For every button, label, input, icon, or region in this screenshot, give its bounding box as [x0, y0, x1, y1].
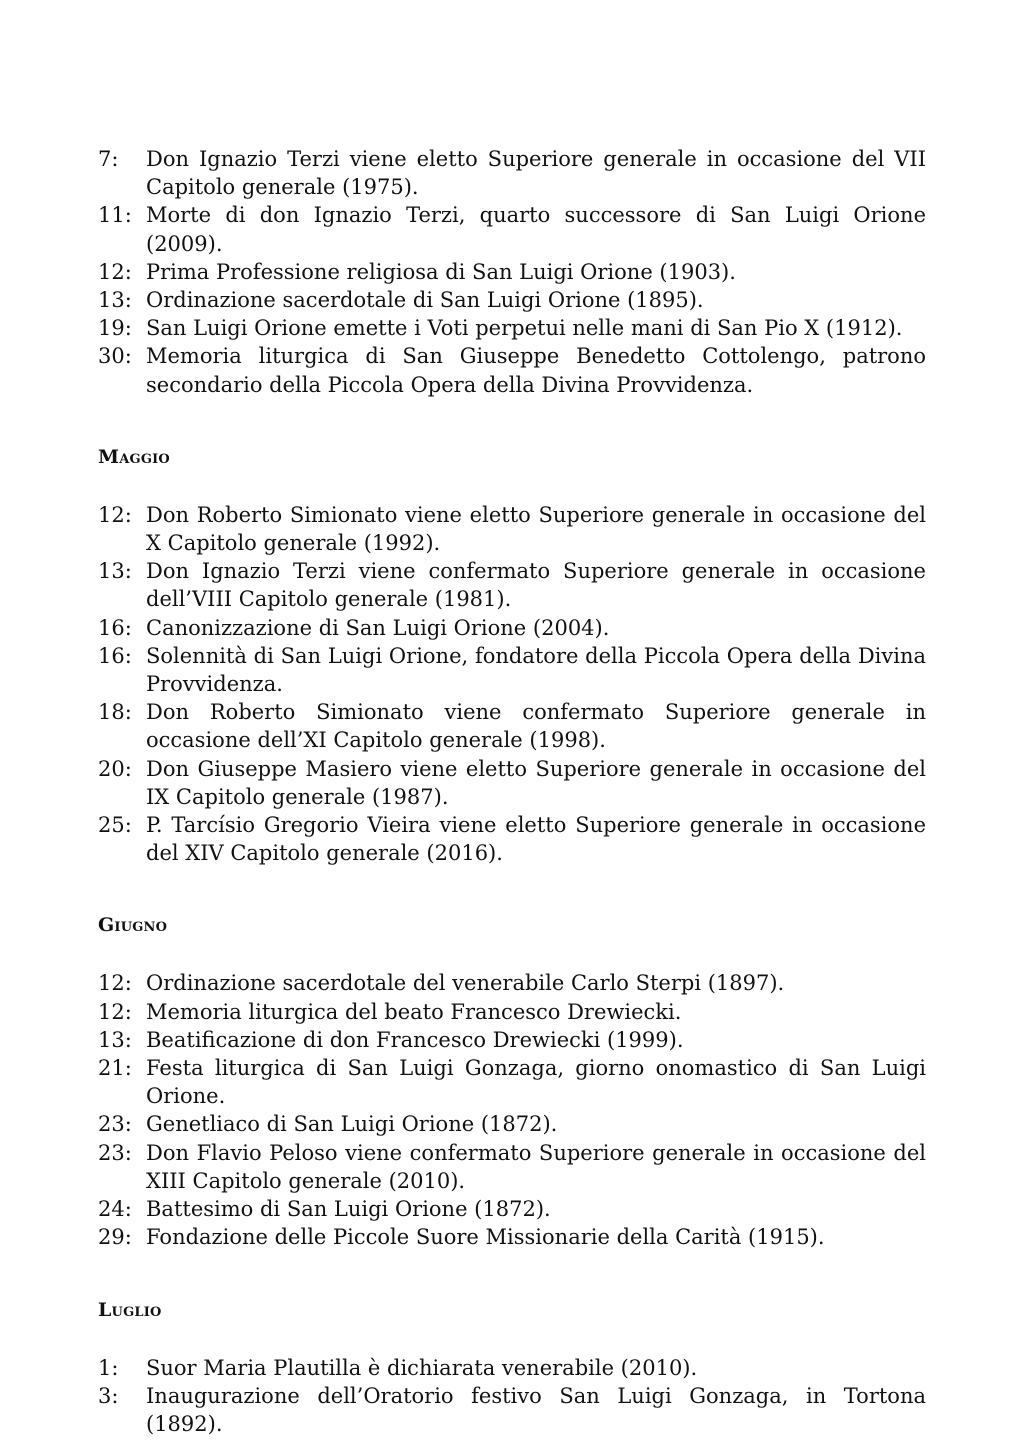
month-section: [98, 913, 926, 1251]
calendar-entry: [98, 998, 926, 1026]
calendar-entry: [98, 145, 926, 201]
calendar-entry: [98, 1223, 926, 1251]
month-heading: Luglio: [98, 1298, 162, 1321]
entry-day: 12:: [98, 502, 132, 527]
entry-day: 25:: [98, 813, 132, 838]
calendar-entry: [98, 614, 926, 642]
calendar-content: [98, 145, 926, 1438]
calendar-entry: [98, 286, 926, 314]
calendar-entry: [98, 642, 926, 698]
entry-text: Don Ignazio Terzi viene confermato Superiore generale in occasione dell’VIII Capitolo generale (1981).: [146, 559, 926, 612]
entry-day: 12:: [98, 259, 132, 284]
entry-day: 29:: [98, 1225, 132, 1250]
entry-text: Don Roberto Simionato viene eletto Superiore generale in occasione del X Capitolo generale (1992).: [146, 502, 926, 556]
entry-text: Morte di don Ignazio Terzi, quarto successore di San Luigi Orione (2009).: [146, 203, 926, 256]
calendar-entry: [98, 557, 926, 613]
entry-day: 13:: [98, 1027, 132, 1052]
entry-day: 21:: [98, 1056, 132, 1081]
month-heading: Maggio: [98, 445, 170, 468]
entry-day: 3:: [98, 1383, 119, 1408]
entry-text: Memoria liturgica di San Giuseppe Benedetto Cottolengo, patrono secondario della Piccola Opera della Divina Provvidenza.: [146, 344, 926, 397]
entry-day: 1:: [98, 1355, 119, 1380]
calendar-entry: [98, 1195, 926, 1223]
entry-text: Festa liturgica di San Luigi Gonzaga, giorno onomastico di San Luigi Orione.: [146, 1056, 926, 1109]
calendar-entry: [98, 1054, 926, 1110]
entry-day: 30:: [98, 344, 132, 369]
entry-text: Solennità di San Luigi Orione, fondatore della Piccola Opera della Divina Provvidenza.: [146, 643, 926, 697]
calendar-entry: [98, 1139, 926, 1195]
entry-text: San Luigi Orione emette i Voti perpetui nelle mani di San Pio X (1912).: [146, 316, 903, 341]
entry-text: Canonizzazione di San Luigi Orione (2004).: [146, 615, 610, 640]
entry-text: Fondazione delle Piccole Suore Missionarie della Carità (1915).: [146, 1225, 825, 1250]
calendar-entry: [98, 1026, 926, 1054]
calendar-entry: [98, 1354, 926, 1382]
entry-day: 16:: [98, 643, 132, 668]
entry-text: Genetliaco di San Luigi Orione (1872).: [146, 1112, 558, 1137]
month-section: [98, 445, 926, 868]
entry-text: Ordinazione sacerdotale di San Luigi Orione (1895).: [146, 288, 704, 313]
entry-text: Memoria liturgica del beato Francesco Drewiecki.: [146, 999, 682, 1024]
entry-day: 23:: [98, 1140, 132, 1165]
entry-day: 13:: [98, 288, 132, 313]
entry-text: Don Ignazio Terzi viene eletto Superiore generale in occasione del VII Capitolo generale (1975).: [146, 147, 926, 200]
calendar-entry: [98, 1382, 926, 1438]
entry-day: 23:: [98, 1112, 132, 1137]
entry-day: 7:: [98, 147, 119, 171]
entry-day: 12:: [98, 999, 132, 1024]
calendar-entry: [98, 501, 926, 557]
entry-text: Battesimo di San Luigi Orione (1872).: [146, 1197, 551, 1222]
entry-day: 18:: [98, 700, 132, 725]
entry-text: Don Roberto Simionato viene confermato Superiore generale in occasione dell’XI Capitolo generale (1998).: [146, 700, 926, 753]
calendar-entry: [98, 314, 926, 342]
calendar-entry: [98, 201, 926, 257]
entry-day: 11:: [98, 203, 132, 228]
calendar-entry: [98, 755, 926, 811]
calendar-entry: [98, 342, 926, 398]
entry-text: P. Tarcísio Gregorio Vieira viene eletto Superiore generale in occasione del XIV Capitolo generale (2016).: [146, 813, 926, 866]
entry-day: 12:: [98, 971, 132, 996]
month-section: [98, 145, 926, 399]
entry-text: Don Flavio Peloso viene confermato Superiore generale in occasione del XIII Capitolo generale (2010).: [146, 1140, 926, 1193]
entry-day: 19:: [98, 316, 132, 341]
month-section: [98, 1298, 926, 1439]
calendar-entry: [98, 258, 926, 286]
entry-day: 20:: [98, 756, 132, 781]
month-heading: Giugno: [98, 914, 168, 937]
entry-text: Prima Professione religiosa di San Luigi Orione (1903).: [146, 259, 736, 284]
entry-day: 16:: [98, 615, 132, 640]
calendar-entry: [98, 698, 926, 754]
entry-text: Don Giuseppe Masiero viene eletto Superiore generale in occasione del IX Capitolo generale (1987).: [146, 756, 926, 809]
entry-text: Suor Maria Plautilla è dichiarata venerabile (2010).: [146, 1355, 698, 1380]
calendar-entry: [98, 1110, 926, 1138]
calendar-entry: [98, 811, 926, 867]
entry-text: Ordinazione sacerdotale del venerabile Carlo Sterpi (1897).: [146, 971, 785, 996]
entry-day: 24:: [98, 1197, 132, 1222]
entry-day: 13:: [98, 559, 132, 584]
calendar-entry: [98, 969, 926, 997]
entry-text: Beatificazione di don Francesco Drewiecki (1999).: [146, 1027, 684, 1052]
entry-text: Inaugurazione dell’Oratorio festivo San Luigi Gonzaga, in Tortona (1892).: [146, 1383, 926, 1436]
